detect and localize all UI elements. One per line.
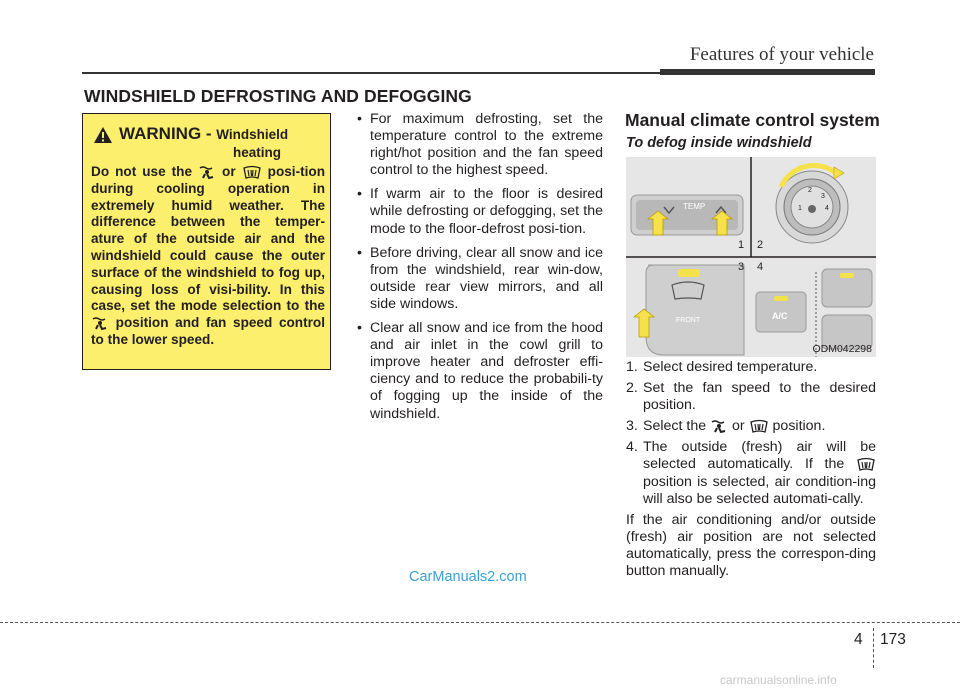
list-item: 3. Select the or position. [626, 418, 826, 435]
warning-triangle-icon [93, 126, 113, 144]
site-watermark: carmanualsonline.info [720, 673, 837, 687]
warning-box [82, 113, 331, 370]
climate-control-figure [626, 157, 876, 357]
floor-defrost-icon [198, 165, 216, 180]
panel-number: 3 [738, 261, 745, 273]
floor-defrost-icon [710, 419, 728, 434]
tips-list [355, 111, 603, 430]
dial-number: 2 [808, 187, 812, 194]
list-item: 1. Select desired temperature. [626, 359, 818, 375]
closing-paragraph: If the air conditioning and/or outside (fresh) air position are not selected automatically, press the correspon-ding button manually. [626, 511, 876, 580]
warning-body: Do not use the or posi-tion during cooling operation in extremely humid weather. The difference between the temper-ature of the outside air and the windshield could cause the outer surface of the windshield to fog up, causing loss of visi-bility. In this case, set the mode selection to the position and fan speed control to the lower speed. [91, 164, 326, 347]
panel-number: 4 [757, 261, 764, 273]
subsection-subtitle: To defog inside windshield [626, 135, 812, 151]
front-label: FRONT [676, 317, 701, 324]
header-rule-accent [660, 69, 875, 75]
page-number: 173 [880, 631, 906, 648]
panel-number: 2 [757, 239, 764, 251]
climate-control-illustration [626, 157, 876, 357]
floor-defrost-icon [91, 316, 109, 331]
defrost-icon [856, 457, 876, 472]
page-divider [873, 628, 874, 668]
list-item: • Before driving, clear all snow and ice from the windshield, rear win-dow, outside rear view mirrors, and all side windows. [357, 244, 603, 312]
header-rule [82, 72, 662, 74]
dial-number: 3 [821, 193, 825, 200]
ac-label: A/C [772, 311, 788, 321]
subsection-title: Manual climate control system [625, 110, 880, 130]
defrost-icon [749, 419, 769, 434]
figure-code: ODM042298 [812, 343, 872, 355]
warning-topic: Windshield [216, 127, 289, 142]
watermark-link[interactable]: CarManuals2.com [409, 569, 527, 585]
footer-rule [0, 622, 960, 623]
list-item: • For maximum defrosting, set the temperature control to the extreme right/hot position and the fan speed control to the highest speed. [357, 111, 603, 179]
defrost-icon [242, 165, 262, 180]
steps-list [626, 359, 876, 580]
list-item: • Clear all snow and ice from the hood and air inlet in the cowl grill to improve heater and defroster effi-ciency and to reduce the probabili-ty of fogging up the inside of the windshield. [357, 320, 603, 422]
list-item: • If warm air to the floor is desired while defrosting or defogging, set the mode to the floor-defrost posi-tion. [357, 186, 603, 237]
section-title: WINDSHIELD DEFROSTING AND DEFOGGING [84, 86, 472, 106]
dial-number: 4 [825, 205, 829, 212]
temp-label: TEMP [683, 202, 706, 211]
list-item: 4. The outside (fresh) air will be selected automatically. If the position is selected, air condition-ing will also be selected automati-cally. [626, 439, 876, 507]
dial-number: 1 [798, 205, 802, 212]
running-header: Features of your vehicle [689, 44, 874, 65]
panel-number: 1 [738, 239, 745, 251]
warning-label: WARNING - [119, 124, 217, 143]
warning-topic-line2: heating [233, 145, 282, 160]
list-item: 2. Set the fan speed to the desired position. [626, 380, 876, 414]
section-number: 4 [854, 631, 863, 648]
